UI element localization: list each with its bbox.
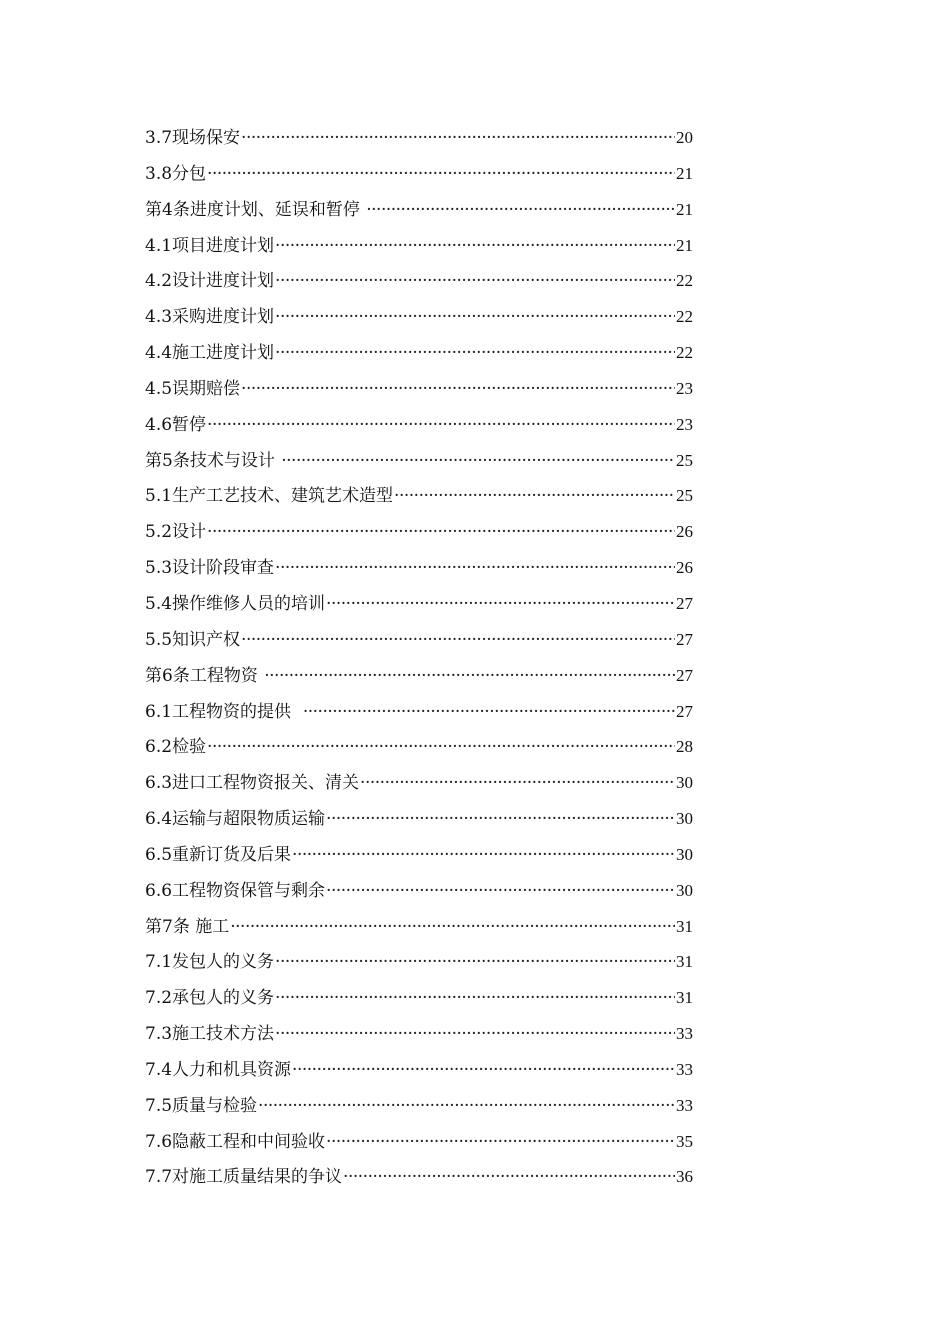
- toc-entry: [145, 478, 693, 514]
- toc-entry-page-number: 22: [676, 343, 693, 363]
- toc-entry-page-number: 35: [676, 1131, 693, 1151]
- toc-entry-title: 第5条技术与设计: [145, 450, 281, 471]
- toc-entry: [145, 514, 693, 550]
- toc-entry-page-number: 30: [676, 844, 693, 864]
- toc-dot-leader: [394, 479, 675, 515]
- toc-dot-leader: [292, 838, 675, 874]
- toc-dot-leader: [281, 444, 675, 480]
- toc-dot-leader: [292, 1053, 675, 1089]
- toc-dot-leader: [275, 264, 675, 300]
- toc-entry-page-number: 36: [676, 1167, 693, 1187]
- toc-entry: [145, 658, 693, 694]
- toc-entry-title: 5.2设计: [145, 522, 207, 543]
- toc-entry-page-number: 23: [676, 378, 693, 398]
- toc-dot-leader: [264, 659, 675, 695]
- toc-entry-page-number: 33: [676, 1059, 693, 1079]
- toc-entry: [145, 586, 693, 622]
- toc-entry-page-number: 25: [676, 486, 693, 506]
- toc-entry: [145, 944, 693, 980]
- toc-entry-page-number: 27: [676, 629, 693, 649]
- toc-entry-title: 7.4人力和机具资源: [145, 1059, 292, 1080]
- toc-dot-leader: [207, 730, 675, 766]
- toc-dot-leader: [326, 587, 675, 623]
- toc-entry-title: 3.8分包: [145, 163, 207, 184]
- toc-entry: [145, 873, 693, 909]
- toc-entry-page-number: 20: [676, 128, 693, 147]
- toc-dot-leader: [366, 193, 675, 229]
- toc-entry: [145, 1159, 693, 1195]
- toc-entry-page-number: 21: [676, 163, 693, 183]
- toc-entry-title: 7.6隐蔽工程和中间验收: [145, 1131, 326, 1152]
- toc-entry: [145, 371, 693, 407]
- toc-entry-page-number: 33: [676, 1024, 693, 1044]
- toc-dot-leader: [275, 981, 675, 1017]
- toc-dot-leader: [241, 121, 675, 157]
- toc-entry-title: 3.7现场保安: [145, 128, 241, 148]
- toc-dot-leader: [275, 1017, 675, 1053]
- toc-entry: [145, 837, 693, 873]
- toc-entry-page-number: 33: [676, 1095, 693, 1115]
- toc-entry-title: 5.5知识产权: [145, 629, 241, 650]
- toc-entry: [145, 729, 693, 765]
- toc-entry-page-number: 27: [676, 593, 693, 613]
- toc-entry: [145, 156, 693, 192]
- toc-dot-leader: [275, 229, 675, 265]
- toc-entry-page-number: 27: [676, 665, 693, 685]
- toc-dot-leader: [207, 157, 675, 193]
- toc-entry-page-number: 31: [676, 952, 693, 972]
- toc-entry-title: 5.3设计阶段审查: [145, 558, 275, 579]
- toc-entry-title: 7.7对施工质量结果的争议: [145, 1167, 343, 1188]
- toc-dot-leader: [241, 623, 675, 659]
- toc-entry-page-number: 26: [676, 558, 693, 578]
- toc-entry: [145, 120, 693, 156]
- toc-dot-leader: [275, 945, 675, 981]
- toc-entry-page-number: 31: [676, 916, 693, 936]
- toc-entry: [145, 299, 693, 335]
- toc-entry: [145, 694, 693, 730]
- toc-entry-page-number: 21: [676, 235, 693, 255]
- toc-entry-page-number: 21: [676, 199, 693, 219]
- toc-entry: [145, 407, 693, 443]
- toc-entry-page-number: 31: [676, 988, 693, 1008]
- toc-entry-page-number: 26: [676, 522, 693, 542]
- toc-entry-title: 5.4操作维修人员的培训: [145, 593, 326, 614]
- toc-entry: [145, 1088, 693, 1124]
- toc-entry-title: 6.6工程物资保管与剩余: [145, 880, 326, 901]
- toc-entry-page-number: 22: [676, 307, 693, 327]
- toc-entry-title: 4.5误期赔偿: [145, 378, 241, 399]
- toc-entry: [145, 980, 693, 1016]
- toc-dot-leader: [343, 1160, 675, 1196]
- toc-entry: [145, 1052, 693, 1088]
- toc-entry: [145, 192, 693, 228]
- toc-dot-leader: [326, 802, 675, 838]
- toc-entry: [145, 335, 693, 371]
- toc-entry-title: 6.3进口工程物资报关、清关: [145, 773, 360, 794]
- toc-dot-leader: [275, 551, 675, 587]
- toc-entry-page-number: 23: [676, 414, 693, 434]
- toc-entry-title: 4.4施工进度计划: [145, 343, 275, 364]
- toc-entry-page-number: 25: [676, 450, 693, 470]
- toc-entry-title: 6.2检验: [145, 737, 207, 758]
- toc-entry-page-number: 28: [676, 737, 693, 757]
- toc-entry-title: 6.4运输与超限物质运输: [145, 809, 326, 830]
- toc-entry-title: 6.5重新订货及后果: [145, 844, 292, 865]
- toc-entry: [145, 1124, 693, 1160]
- toc-entry-page-number: 22: [676, 271, 693, 291]
- toc-entry: [145, 228, 693, 264]
- toc-dot-leader: [207, 408, 675, 444]
- toc-dot-leader: [241, 372, 675, 408]
- toc-entry: [145, 622, 693, 658]
- toc-entry: [145, 443, 693, 479]
- toc-entry: [145, 550, 693, 586]
- toc-entry-page-number: 30: [676, 880, 693, 900]
- toc-dot-leader: [326, 874, 675, 910]
- toc-entry-page-number: 30: [676, 809, 693, 829]
- toc-entry-title: 6.1工程物资的提供: [145, 701, 302, 722]
- toc-entry-title: 4.6暂停: [145, 414, 207, 435]
- toc-entry: [145, 263, 693, 299]
- toc-entry-title: 4.2设计进度计划: [145, 271, 275, 292]
- toc-dot-leader: [275, 336, 675, 372]
- toc-entry-title: 第4条进度计划、延误和暂停: [145, 199, 366, 220]
- toc-entry-title: 第6条工程物资: [145, 665, 264, 686]
- toc-entry: [145, 765, 693, 801]
- toc-entry-title: 7.2承包人的义务: [145, 988, 275, 1009]
- toc-dot-leader: [207, 515, 675, 551]
- toc-entry-page-number: 30: [676, 773, 693, 793]
- toc-dot-leader: [360, 766, 675, 802]
- toc-entry-title: 7.1发包人的义务: [145, 952, 275, 973]
- toc-entry-title: 7.5质量与检验: [145, 1095, 258, 1116]
- toc-entry-title: 第7条 施工: [145, 916, 230, 937]
- table-of-contents: [145, 120, 693, 1195]
- toc-dot-leader: [326, 1125, 675, 1161]
- toc-entry: [145, 1016, 693, 1052]
- toc-dot-leader: [275, 300, 675, 336]
- toc-entry-title: 7.3施工技术方法: [145, 1024, 275, 1045]
- toc-entry: [145, 801, 693, 837]
- toc-entry-title: 4.1项目进度计划: [145, 235, 275, 256]
- toc-dot-leader: [303, 695, 675, 731]
- toc-entry-page-number: 27: [676, 701, 693, 721]
- toc-dot-leader: [258, 1089, 675, 1125]
- toc-dot-leader: [230, 910, 675, 946]
- toc-entry-title: 4.3采购进度计划: [145, 307, 275, 328]
- toc-entry: [145, 909, 693, 945]
- toc-entry-title: 5.1生产工艺技术、建筑艺术造型: [145, 486, 394, 507]
